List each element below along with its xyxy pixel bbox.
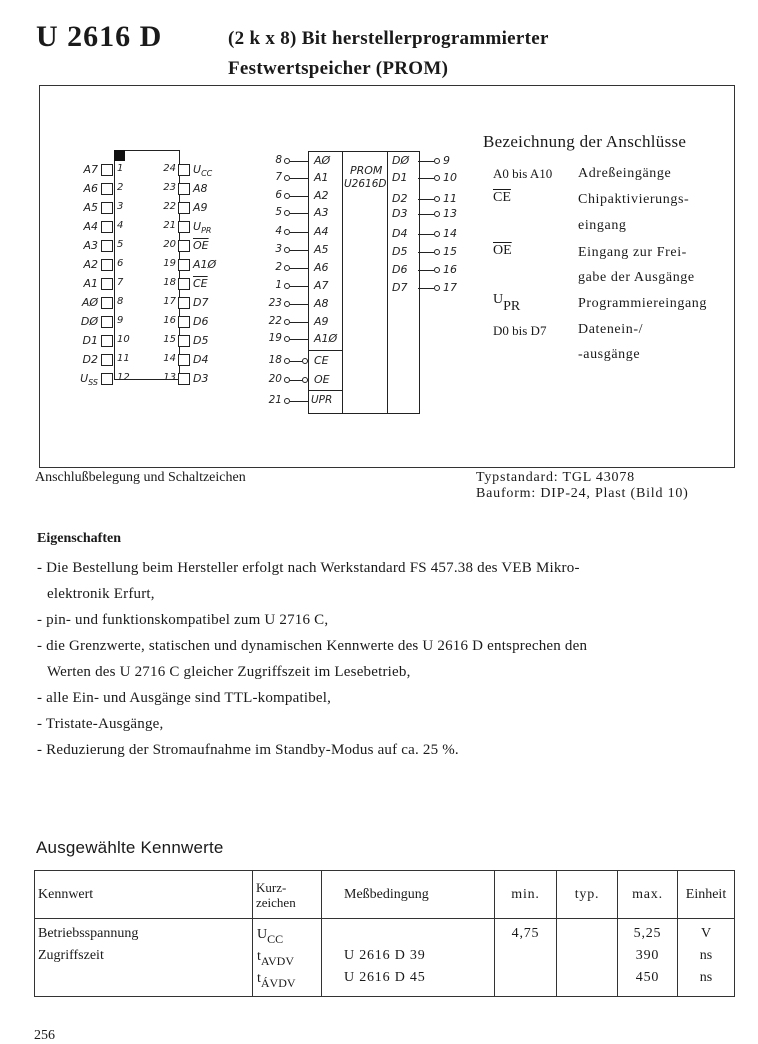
schematic-pin-label: A3 [314,206,329,219]
cell-typ-2 [557,967,617,989]
schematic-pin-number: 23 [268,297,282,309]
pin-terminal [434,285,440,291]
list-item-cont: elektronik Erfurt, [47,586,155,602]
cell-bedingung-0 [344,923,494,945]
cell-min [495,919,557,997]
pin-wire [418,199,434,200]
schematic-pin-label: A9 [314,315,329,328]
pin-number: 12 [117,372,130,383]
pin-label: D5 [193,334,209,347]
schematic-pin-number: 8 [275,154,282,166]
schematic-pin-label: CE [314,354,329,367]
pin-number: 24 [163,163,176,174]
list-item: - pin- und funktionskompatibel zum U 2716 C, [37,612,329,628]
pin-label: D4 [193,353,209,366]
pin-wire [290,401,308,402]
pin1-marker [114,150,125,161]
pin-number: 9 [117,315,124,326]
schematic-pin-label: A6 [314,261,329,274]
pin-label: D2 [82,353,98,366]
schematic-pin-label: A1Ø [314,332,338,345]
schematic-pin-label: D6 [392,263,408,276]
schematic-pin-number: 7 [275,171,282,183]
list-item: - die Grenzwerte, statischen und dynamischen Kennwerte des U 2616 D entsprechen den [37,638,588,654]
col-header-kurz-line2: zeichen [256,894,296,910]
schematic-pin-label: OE [314,373,330,386]
pin-wire [290,250,308,251]
pin-label: DØ [80,315,98,328]
schematic-pin-number: 9 [443,154,450,167]
pin-label: D3 [193,372,209,385]
schematic-pin-number: 19 [268,332,282,344]
list-item: - Die Bestellung beim Hersteller erfolgt nach Werkstandard FS 457.38 des VEB Mikro- [37,560,580,576]
col-header-max: max. [618,871,678,919]
inversion-bubble [302,358,308,364]
legend-title: Bezeichnung der Anschlüsse [483,132,687,151]
cell-symbol-1 [257,945,321,967]
pin-number: 20 [163,239,176,250]
schematic-pin-label: UPR [311,394,333,406]
pin-number: 2 [117,182,124,193]
pin-number: 6 [117,258,124,269]
schematic-pin-label: DØ [392,154,410,167]
legend-key-upr-main: U [493,292,504,307]
pin-pad [178,354,190,366]
pin-terminal [434,158,440,164]
cell-kennwert-0: Betriebsspannung [38,926,139,941]
chip-label-prom: PROM [350,164,383,177]
legend-key-upr-sub: PR [503,299,521,314]
pin-pad [101,164,113,176]
pin-number: 23 [163,182,176,193]
pin-number: 13 [163,372,176,383]
schematic-pin-number: 16 [443,263,457,276]
pin-wire [290,286,308,287]
legend-key-oe: $\overline{OE}$ [493,243,512,258]
col-header-kurzzeichen [253,871,322,919]
pin-label: A5 [83,201,98,214]
list-item: - Reduzierung der Stromaufnahme im Standby-Modus auf ca. 25 %. [37,742,459,758]
pin-label: A1Ø [193,258,217,271]
schematic-pin-number: 5 [275,206,282,218]
schematic-pin-number: 15 [443,245,457,258]
schematic-pin-label: A2 [314,189,329,202]
schematic-pin-label: D5 [392,245,408,258]
schematic-pin-number: 18 [268,354,282,366]
pin-label: D1 [82,334,98,347]
pin-number: 8 [117,296,124,307]
inversion-bubble [302,377,308,383]
pin-pad [101,373,113,385]
pin-label: $\overline{OE}$ [193,239,209,252]
pin-pad [178,259,190,271]
pin-wire [290,361,302,362]
pin-terminal [434,267,440,273]
pin-terminal [434,211,440,217]
pin-wire [290,304,308,305]
pin-label: A3 [83,239,98,252]
pin-pad [101,221,113,233]
list-item-cont: Werten des U 2716 C gleicher Zugriffszeit im Lesebetrieb, [47,664,411,680]
schematic-pin-label: AØ [314,154,331,167]
pin-label: A6 [83,182,98,195]
legend-val-data-1: Datenein-/ [578,322,644,337]
pin-pad [101,354,113,366]
cell-einheit-1: ns [699,948,713,963]
schematic-pin-label: A1 [314,171,329,184]
list-item: - Tristate-Ausgänge, [37,716,164,732]
pin-label: D7 [193,296,209,309]
pin-pad [178,316,190,328]
legend-val-oe-2: gabe der Ausgänge [578,270,695,285]
pin-wire [290,268,308,269]
pin-wire [290,161,308,162]
cell-symbol [253,919,322,997]
col-header-messbedingung: Meßbedingung [322,871,495,919]
pin-pad [101,278,113,290]
pin-number: 3 [117,201,124,212]
pin-pad [101,297,113,309]
cell-typ-0 [557,923,617,945]
pin-wire [290,339,308,340]
bauform-caption: Bauform: DIP-24, Plast (Bild 10) [476,486,689,501]
pin-number: 21 [163,220,176,231]
eigenschaften-heading: Eigenschaften [37,531,121,546]
schematic-pin-number: 10 [443,171,457,184]
pin-label: $U_{SS}$ [80,372,98,387]
schematic-pin-number: 14 [443,227,457,240]
pin-pad [101,316,113,328]
pin-number: 10 [117,334,130,345]
col-header-kennwert: Kennwert [35,871,253,919]
pin-wire [418,161,434,162]
pin-pad [178,373,190,385]
pin-number: 5 [117,239,124,250]
cell-max-0: 5,25 [633,926,662,941]
pin-number: 17 [163,296,176,307]
pin-wire [290,380,302,381]
cell-typ-1 [557,945,617,967]
schematic-pin-number: 1 [275,279,282,291]
pin-label: A2 [83,258,98,271]
cell-min-2 [495,967,556,989]
cell-kennwert [35,919,253,997]
col-header-einheit: Einheit [678,871,735,919]
pin-terminal [434,249,440,255]
pin-wire [290,213,308,214]
pin-pad [101,202,113,214]
schematic-pin-number: 11 [443,192,457,205]
cell-bedingung-2: U 2616 D 45 [344,970,426,985]
pin-pad [178,240,190,252]
page-number: 256 [34,1028,55,1043]
col-header-min: min. [495,871,557,919]
cell-einheit-0: V [700,926,712,941]
pin-number: 16 [163,315,176,326]
cell-symbol-2 [257,967,321,989]
cell-max-2: 450 [635,970,660,985]
pin-wire [418,178,434,179]
pin-wire [290,232,308,233]
pin-terminal [434,231,440,237]
pin-wire [290,178,308,179]
legend-key-upr [493,292,521,314]
pin-number: 7 [117,277,124,288]
pin-pad [101,335,113,347]
schematic-pin-label: A5 [314,243,329,256]
pin-wire [418,288,434,289]
pin-terminal [434,175,440,181]
cell-min-0: 4,75 [511,926,540,941]
pin-number: 15 [163,334,176,345]
part-description-line2: Festwertspeicher (PROM) [228,58,449,79]
pin-pad [101,183,113,195]
schematic-pin-label: D4 [392,227,408,240]
figure-caption: Anschlußbelegung und Schaltzeichen [35,470,246,485]
cell-max [618,919,678,997]
pin-number: 1 [117,163,124,174]
pin-label: D6 [193,315,209,328]
symbol-sub: CC [267,932,284,946]
pin-wire [418,270,434,271]
typstandard-caption: Typstandard: TGL 43078 [476,470,635,485]
part-description-line1: (2 k x 8) Bit herstellerprogrammierter [228,28,549,49]
pin-pad [178,221,190,233]
pin-label: A4 [83,220,98,233]
pin-number: 14 [163,353,176,364]
schematic-pin-label: A7 [314,279,329,292]
pin-label: A9 [193,201,208,214]
symbol-sub: AVDV [260,954,295,968]
chip-function-block [342,151,389,414]
schematic-pin-number: 4 [275,225,282,237]
pin-label: $U_{CC}$ [193,163,213,178]
schematic-pin-number: 20 [268,373,282,385]
cell-max-1: 390 [635,948,660,963]
legend-val-oe-1: Eingang zur Frei- [578,245,687,260]
pin-wire [418,252,434,253]
pin-label: $\overline{CE}$ [193,277,208,290]
pin-label: AØ [81,296,98,309]
pin-pad [178,164,190,176]
pin-wire [290,196,308,197]
cell-einheit [678,919,735,997]
pin-label: A7 [83,163,98,176]
pin-wire [418,234,434,235]
legend-val-ce-1: Chipaktivierungs- [578,192,690,207]
legend-key-address: A0 bis A10 [493,166,553,181]
schematic-pin-number: 21 [268,394,282,406]
cell-bedingung [322,919,495,997]
symbol-main: t [257,971,261,986]
schematic-pin-label: D2 [392,192,408,205]
pin-terminal [434,196,440,202]
schematic-pin-number: 6 [275,189,282,201]
symbol-main: U [257,927,268,942]
cell-kennwert-1: Zugriffszeit [38,948,104,963]
pin-number: 18 [163,277,176,288]
kennwerte-heading: Ausgewählte Kennwerte [36,838,224,857]
pin-wire [418,214,434,215]
symbol-sub: ÁVDV [260,976,296,990]
schematic-pin-number: 22 [268,315,282,327]
col-header-kurz-line1: Kurz- [256,879,287,895]
pin-pad [101,259,113,271]
pin-pad [101,240,113,252]
chip-label-type: U2616D [344,178,387,190]
schematic-pin-label: A4 [314,225,329,238]
symbol-main: t [257,949,261,964]
table-header-row [35,871,735,919]
pin-pad [178,335,190,347]
list-item: - alle Ein- und Ausgänge sind TTL-kompatibel, [37,690,332,706]
pin-label: A1 [83,277,98,290]
col-header-typ: typ. [557,871,618,919]
cell-min-1 [495,945,556,967]
schematic-pin-label: D7 [392,281,408,294]
pin-label: A8 [193,182,208,195]
legend-val-ce-2: eingang [578,218,627,233]
pin-wire [290,322,308,323]
cell-bedingung-1: U 2616 D 39 [344,948,426,963]
part-number-title: U 2616 D [36,20,163,53]
schematic-pin-label: D1 [392,171,408,184]
pin-pad [178,278,190,290]
cell-symbol-0 [257,923,321,945]
legend-key-data: D0 bis D7 [493,323,547,338]
pin-pad [178,297,190,309]
pin-pad [178,202,190,214]
legend-val-address: Adreßeingänge [578,166,672,181]
legend-val-upr: Programmiereingang [578,296,707,311]
legend-val-data-2: -ausgänge [578,347,641,362]
schematic-pin-label: A8 [314,297,329,310]
pin-number: 19 [163,258,176,269]
kennwerte-table [34,870,735,997]
schematic-pin-number: 3 [275,243,282,255]
schematic-pin-number: 13 [443,207,457,220]
cell-typ [557,919,618,997]
pin-number: 11 [117,353,130,364]
table-body-row [35,919,735,997]
pin-pad [178,183,190,195]
cell-einheit-2: ns [699,970,713,985]
cell-kennwert-2 [38,967,252,989]
legend-key-ce: $\overline{CE}$ [493,190,511,205]
schematic-pin-label: D3 [392,207,408,220]
pin-label: $U_{PR}$ [193,220,212,235]
schematic-pin-number: 2 [275,261,282,273]
schematic-pin-number: 17 [443,281,457,294]
pin-number: 4 [117,220,124,231]
pin-number: 22 [163,201,176,212]
